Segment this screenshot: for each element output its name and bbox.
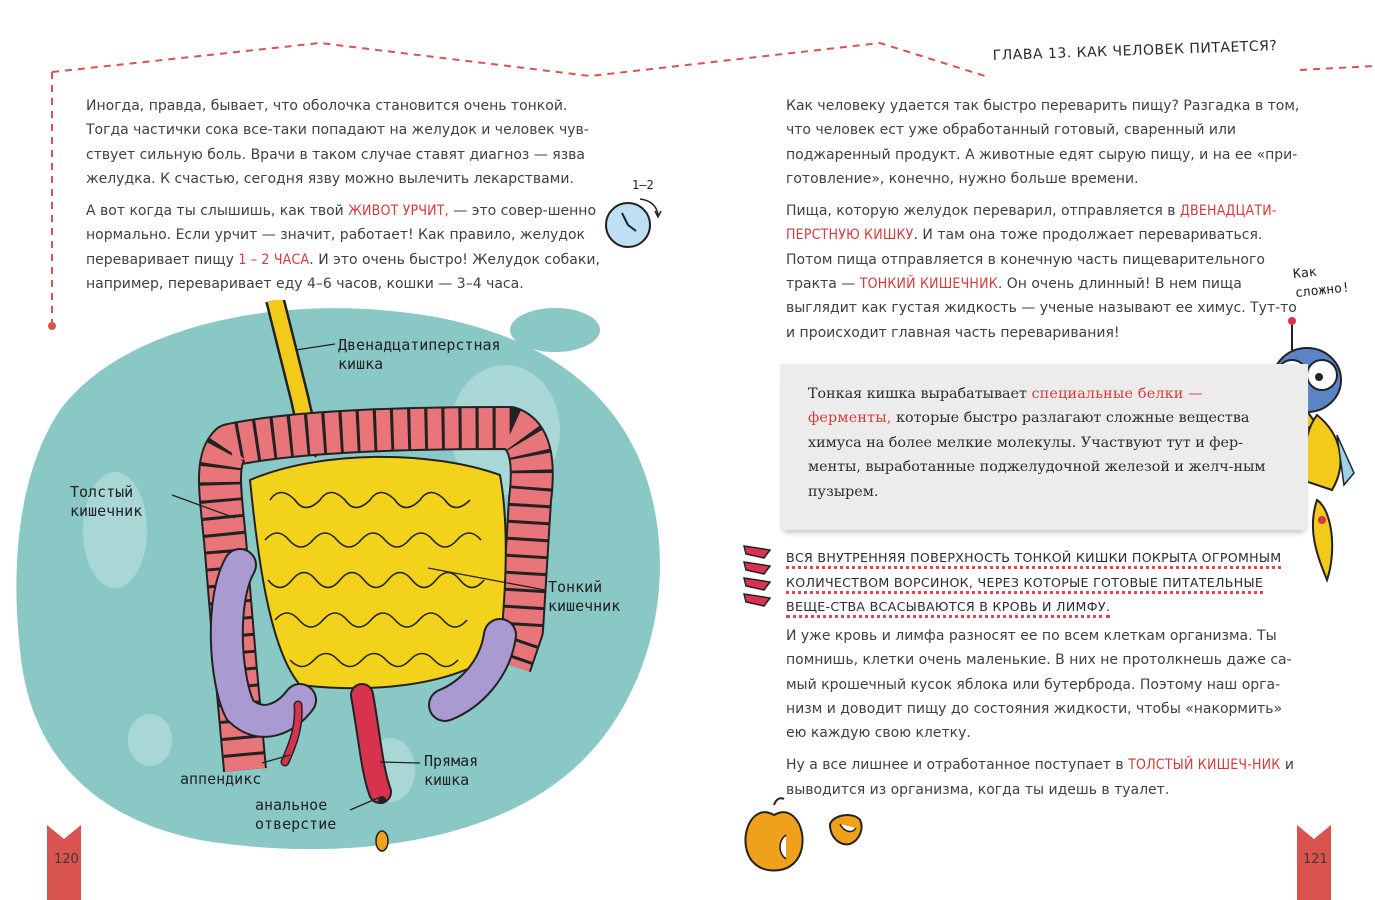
left-page-number: 120 (54, 852, 79, 867)
left-paragraph-1 (86, 94, 601, 191)
highlight-term: ДВЕНАДЦАТИ-ПЕРСТНУЮ КИШКУ (786, 203, 1277, 244)
fact-text (786, 546, 1296, 620)
highlight-term: ТОНКИЙ КИШЕЧНИК (859, 276, 998, 293)
highlight-term: специальные белки — ферменты, (808, 386, 1203, 427)
label-small-intestine: Тонкий кишечник (548, 578, 621, 615)
callout-text-part: Тонкая кишка вырабатывает (808, 386, 1032, 402)
bird-speech: Как сложно! (1292, 264, 1351, 302)
highlight-term: ЖИВОТ УРЧИТ, (348, 203, 449, 220)
highlight-term: 1 – 2 ЧАСА (238, 251, 310, 268)
right-paragraph-3 (786, 624, 1301, 745)
callout-text (780, 364, 1278, 504)
paragraph-text: Ну а все лишнее и отработанное поступает в (786, 757, 1129, 774)
right-paragraph-1 (786, 94, 1301, 191)
paragraph-text: И уже кровь и лимфа разносят ее по всем клеткам организма. Ты помнишь, клетки очень маленькие. В них не протолкнешь даже са-мый крошечный кусок яблока или бутерброда. Поэтому наш орга-низм и доводит пищу до состояния жидкости, чтобы «накормить» ею каждую свою клетку. (786, 628, 1292, 742)
highlight-term: ТОЛСТЫЙ КИШЕЧ-НИК (1128, 757, 1281, 774)
paragraph-text: и выводится из организма, когда ты идешь в туалет. (786, 757, 1294, 798)
right-paragraph-2 (786, 199, 1301, 345)
paragraph-text: Иногда, правда, бывает, что оболочка становится очень тонкой. Тогда частички сока все-таки попадают на желудок и человек чув-ствует сильную боль. Врачи в таком случае ставят диагноз — язва желудка. К счастью, сегодня язву можно вылечить лекарствами. (86, 98, 589, 187)
paragraph-text: . И там она тоже продолжает перевариваться. Потом пища отправляется в конечную часть пищеварительного тракта — (786, 227, 1265, 293)
fact-text-content: ВСЯ ВНУТРЕННЯЯ ПОВЕРХНОСТЬ ТОНКОЙ КИШКИ ПОКРЫТА ОГРОМНЫМ КОЛИЧЕСТВОМ ВОРСИНОК, ЧЕРЕЗ КОТОРЫЕ ГОТОВЫЕ ПИТАТЕЛЬНЫЕ ВЕЩЕ-СТВА ВСАСЫВАЮТСЯ В КРОВЬ И ЛИМФУ. (786, 550, 1281, 618)
left-text-block (86, 94, 601, 296)
chapter-title: ГЛАВА 13. КАК ЧЕЛОВЕК ПИТАЕТСЯ? (992, 38, 1278, 64)
label-anus: анальное отверстие (255, 796, 337, 833)
label-appendix: аппендикс (180, 770, 262, 788)
clock-label: 1–2 (632, 178, 654, 192)
label-duodenum: Двенадцатиперстная кишка (338, 336, 501, 373)
callout-text-part: которые быстро разлагают сложные вещества химуса на более мелкие молекулы. Участвуют тут и фер-менты, выработанные поджелудочной железой и желч-ным пузырем. (808, 410, 1266, 500)
label-rectum: Прямая кишка (424, 752, 479, 789)
callout-box (780, 364, 1308, 530)
paragraph-text: . И это очень быстро! Желудок собаки, например, переваривает еду 4–6 часов, кошки — 3–4 часа. (86, 251, 600, 293)
right-text-block-bottom (786, 624, 1301, 802)
paragraph-text: А вот когда ты слышишь, как твой (86, 203, 349, 220)
paragraph-text: . Он очень длинный! В нем пища выглядит как густая жидкость — ученые называют ее химус. Тут-то и происходит главная часть переваривания! (786, 276, 1297, 341)
paragraph-text: Как человеку удается так быстро переварить пищу? Разгадка в том, что человек ест уже обработанный готовый, сваренный или поджаренный продукт. А животные едят сырую пищу, и на ее «при-готовление», конечно, нужно больше времени. (786, 98, 1300, 187)
left-paragraph-2 (86, 199, 601, 296)
right-page-number: 121 (1303, 852, 1328, 867)
bread-icon (826, 810, 866, 850)
fact-marker-icon (740, 540, 774, 618)
paragraph-text: — это совер-шенно нормально. Если урчит — значит, работает! Как правило, желудок переваривает пищу (86, 203, 597, 268)
label-large-intestine: Толстый кишечник (70, 483, 143, 520)
apple-core-icon (740, 795, 810, 875)
paragraph-text: Пища, которую желудок переварил, отправляется в (786, 203, 1180, 220)
right-text-block (786, 94, 1301, 345)
right-paragraph-4 (786, 753, 1301, 802)
